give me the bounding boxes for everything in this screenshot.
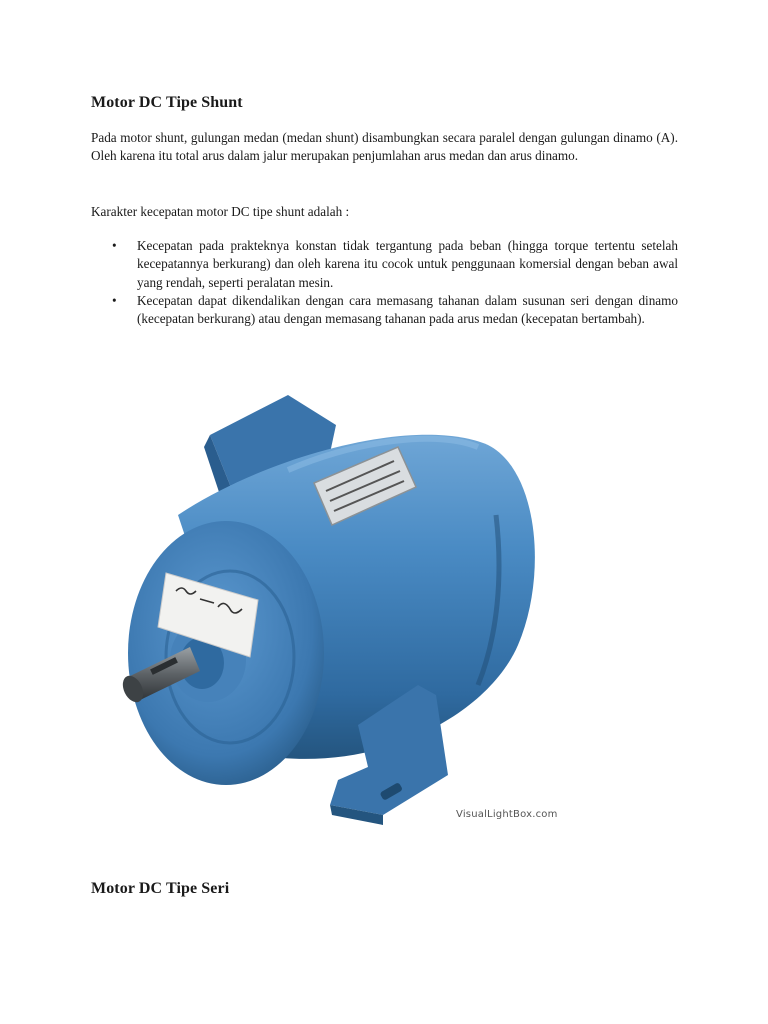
section-heading-shunt: Motor DC Tipe Shunt: [91, 94, 243, 111]
dc-motor-photo: [118, 395, 566, 835]
list-item-text: Kecepatan pada prakteknya konstan tidak tergantung pada beban (hingga torque tertentu setelah kecepatannya berkurang) dan oleh karena itu cocok untuk penggunaan komersial dengan beban awal yang rendah, seperti peralatan mesin.: [137, 238, 678, 290]
list-item: [91, 237, 678, 292]
list-item: [91, 292, 678, 329]
shunt-description-paragraph: Pada motor shunt, gulungan medan (medan shunt) disambungkan secara paralel dengan gulungan dinamo (A). Oleh karena itu total arus dalam jalur merupakan penjumlahan arus medan dan arus dinamo.: [91, 130, 678, 164]
bullet-icon: •: [112, 238, 117, 253]
list-item-text: Kecepatan dapat dikendalikan dengan cara memasang tahanan dalam susunan seri dengan dinamo (kecepatan berkurang) atau dengan memasang tahanan pada arus medan (kecepatan bertambah).: [137, 292, 678, 327]
section-heading-seri: Motor DC Tipe Seri: [91, 880, 230, 897]
bullet-icon: •: [112, 292, 117, 308]
dc-motor-illustration: [118, 395, 566, 835]
image-watermark: VisualLightBox.com: [456, 809, 558, 820]
speed-characteristics-list: [91, 237, 678, 328]
speed-characteristics-intro: Karakter kecepatan motor DC tipe shunt adalah :: [91, 204, 350, 219]
